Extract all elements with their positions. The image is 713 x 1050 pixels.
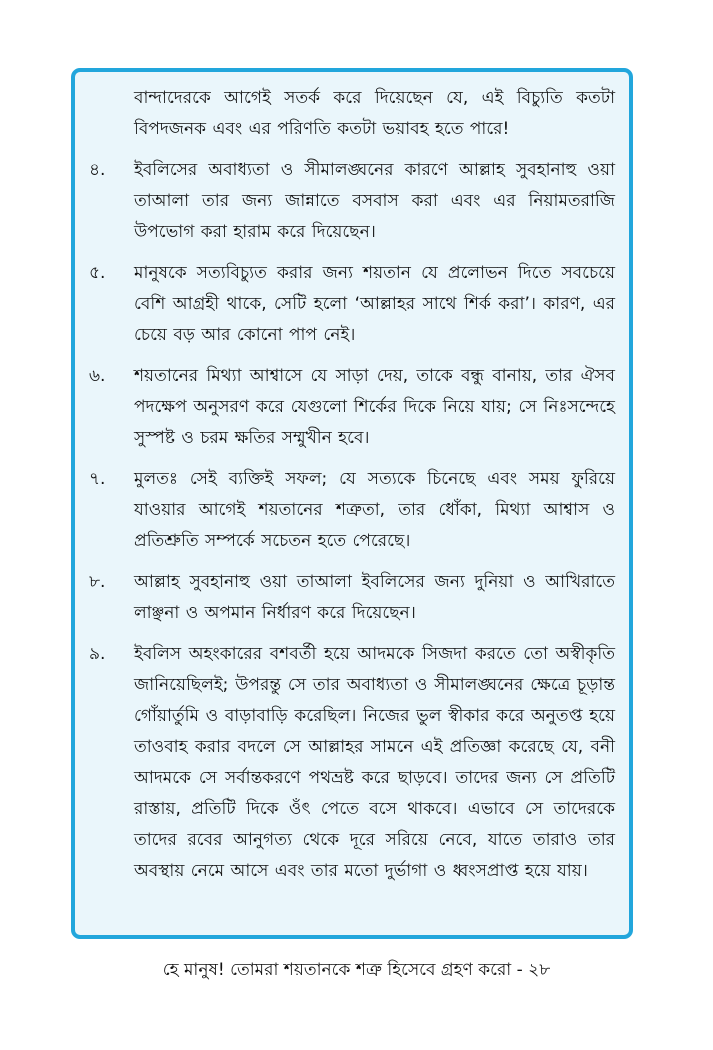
item-text: শয়তানের মিথ্যা আশ্বাসে যে সাড়া দেয়, তাকে বন্ধু বানায়, তার ঐসব পদক্ষেপ অনুসরণ করে যেগুলো শির্কের দিকে নিয়ে যায়; সে নিঃসন্দেহে সুস্পষ্ট ও চরম ক্ষতির সম্মুখীন হবে। (134, 366, 615, 448)
item-text: মুলতঃ সেই ব্যক্তিই সফল; যে সত্যকে চিনেছে এবং সময় ফুরিয়ে যাওয়ার আগেই শয়তানের শত্রুতা, তার ধোঁকা, মিথ্যা আশ্বাস ও প্রতিশ্রুতি সম্পর্কে সচেতন হতে পেরেছে। (134, 469, 615, 551)
item-text: ইবলিসের অবাধ্যতা ও সীমালঙ্ঘনের কারণে আল্লাহ সুবহানাহু ওয়া তাআলা তার জন্য জান্নাতে বসবাস করা এবং এর নিয়ামতরাজি উপভোগ করা হারাম করে দিয়েছেন। (134, 160, 615, 242)
intro-paragraph: বান্দাদেরকে আগেই সতর্ক করে দিয়েছেন যে, এই বিচ্যুতি কতটা বিপদজনক এবং এর পরিণতি কতটা ভয়াবহ হতে পারে! (134, 88, 615, 139)
list-item (89, 361, 615, 454)
item-text: মানুষকে সত্যবিচ্যুত করার জন্য শয়তান যে প্রলোভন দিতে সবচেয়ে বেশি আগ্রহী থাকে, সেটি হলো ‘আল্লাহর সাথে শির্ক করা’। কারণ, এর চেয়ে বড় আর কোনো পাপ নেই। (134, 263, 615, 345)
page-footer: হে মানুষ! তোমরা শয়তানকে শত্রু হিসেবে গ্রহণ করো - ২৮ (162, 960, 551, 980)
item-number: ৮. (89, 572, 106, 592)
list-item (89, 258, 615, 351)
list-item (89, 464, 615, 557)
item-number: ৯. (89, 644, 106, 664)
list-item (89, 567, 615, 629)
list-item (89, 155, 615, 248)
item-text: আল্লাহ সুবহানাহু ওয়া তাআলা ইবলিসের জন্য দুনিয়া ও আখিরাতে লাঞ্ছনা ও অপমান নির্ধারণ করে দিয়েছেন। (134, 572, 615, 623)
item-number: ৭. (89, 469, 106, 489)
item-number: ৫. (89, 263, 106, 283)
list-item (89, 639, 615, 887)
item-text: ইবলিস অহংকারের বশবর্তী হয়ে আদমকে সিজদা করতে তো অস্বীকৃতি জানিয়েছিলই; উপরন্তু সে তার অবাধ্যতা ও সীমালঙ্ঘনের ক্ষেত্রে চূড়ান্ত গোঁয়ার্তুমি ও বাড়াবাড়ি করেছিল। নিজের ভুল স্বীকার করে অনুতপ্ত হয়ে তাওবাহ করার বদলে সে আল্লাহর সামনে এই প্রতিজ্ঞা করেছে যে, বনী আদমকে সে সর্বান্তকরণে পথভ্রষ্ট করে ছাড়বে। তাদের জন্য সে প্রতিটি রাস্তায়, প্রতিটি দিকে ওঁৎ পেতে বসে থাকবে। এভাবে সে তাদেরকে তাদের রবের আনুগত্য থেকে দূরে সরিয়ে নেবে, যাতে তারাও তার অবস্থায় নেমে আসে এবং তার মতো দুর্ভাগা ও ধ্বংসপ্রাপ্ত হয়ে যায়। (134, 644, 615, 881)
content-box (71, 68, 633, 939)
item-number: ৪. (89, 160, 106, 180)
item-number: ৬. (89, 366, 106, 386)
